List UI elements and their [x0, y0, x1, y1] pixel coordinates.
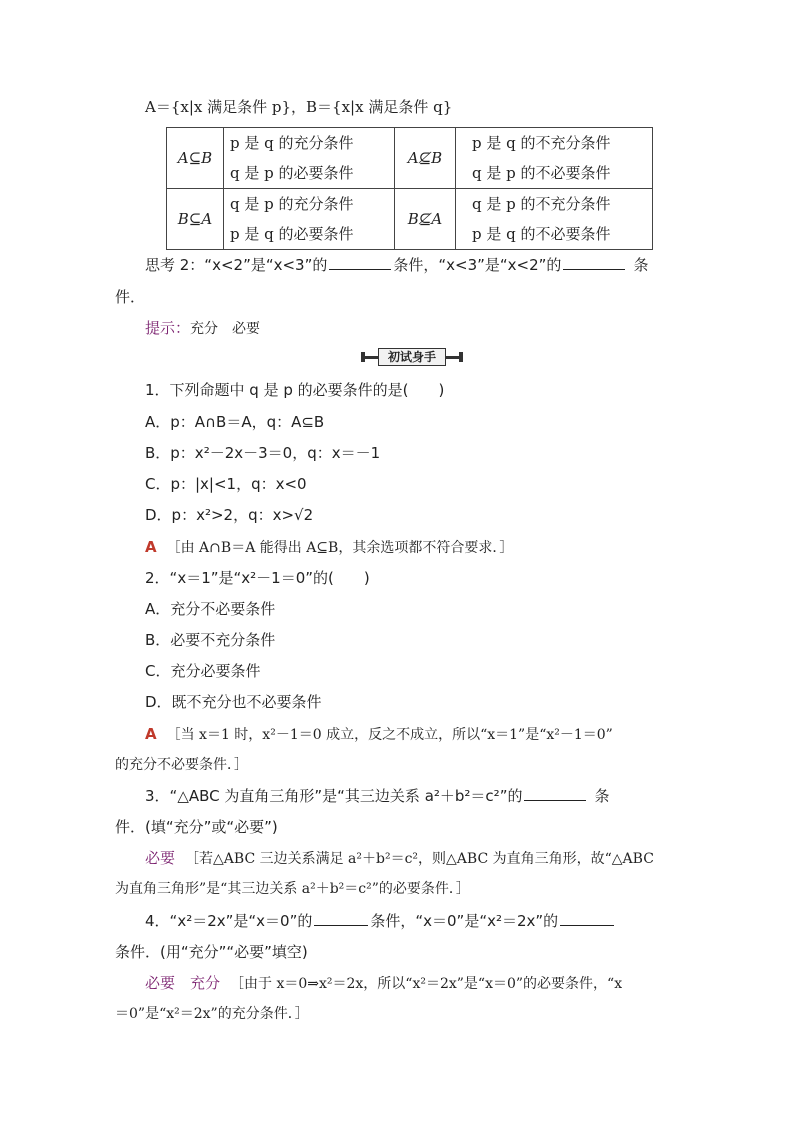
q2-stem: 2．“x＝1”是“x²－1＝0”的( ) — [145, 569, 370, 587]
fill-blank — [524, 786, 586, 801]
q3-answer: 必要 — [145, 849, 176, 867]
q3-stem-a: 3．“△ABC 为直角三角形”是“其三边关系 a²＋b²＝c²”的 — [145, 787, 523, 805]
think2-line1 — [145, 255, 648, 275]
badge-label: 初试身手 — [378, 348, 446, 366]
q2-explain: ［当 x＝1 时，x²－1＝0 成立，反之不成立，所以“x＝1”是“x²－1＝0” — [166, 727, 613, 743]
hint-line — [145, 318, 260, 339]
condition-table — [166, 127, 653, 250]
q4-explain-cont: ＝0”是“x²＝2x”的充分条件．］ — [115, 1006, 309, 1022]
q2-answer: A — [145, 725, 157, 743]
q2-option-d: D．既不充分也不必要条件 — [145, 693, 322, 711]
cell-line: p 是 q 的充分条件 — [230, 134, 354, 152]
set-relation-a-not-subset-b: A⊈B — [395, 128, 456, 189]
q1-option-b: B．p：x²－2x－3＝0，q：x＝－1 — [145, 444, 381, 462]
q2-explain-cont: 的充分不必要条件．］ — [115, 757, 248, 773]
table-row — [167, 128, 653, 189]
think2-line2: 件． — [115, 288, 146, 306]
q2-option-c: C．充分必要条件 — [145, 662, 261, 680]
cell-line: p 是 q 的不充分条件 — [472, 134, 611, 152]
q2-option-a: A．充分不必要条件 — [145, 600, 276, 618]
cell-line: q 是 p 的必要条件 — [230, 164, 354, 182]
q3-answer-line — [145, 848, 654, 869]
q1-answer: A — [145, 538, 157, 556]
q3-stem-line2: 件．(填“充分”或“必要”) — [115, 818, 278, 836]
q3-explain: ［若△ABC 三边关系满足 a²＋b²＝c²，则△ABC 为直角三角形，故“△ABC — [185, 851, 654, 867]
fill-blank — [563, 255, 625, 270]
q1-answer-line — [145, 537, 513, 558]
fill-blank — [314, 911, 368, 926]
table-row — [167, 189, 653, 250]
q3-stem-b: 条 — [594, 787, 610, 805]
q1-option-d: D．p：x²>2，q：x>√2 — [145, 506, 314, 524]
think2-part3: 条 — [633, 256, 649, 274]
q1-option-c: C．p：|x|<1，q：x<0 — [145, 475, 307, 493]
hint-label: 提示： — [145, 319, 191, 337]
q3-explain-cont: 为直角三角形”是“其三边关系 a²＋b²＝c²”的必要条件．］ — [115, 881, 470, 897]
intro-line: A＝{x|x 满足条件 p}，B＝{x|x 满足条件 q} — [145, 98, 453, 116]
q4-explain: ［由于 x＝0⇒x²＝2x，所以“x²＝2x”是“x＝0”的必要条件，“x — [230, 976, 623, 992]
cell-line: q 是 p 的充分条件 — [230, 195, 354, 213]
cell-line: p 是 q 的不必要条件 — [472, 225, 611, 243]
q4-stem-b: 条件，“x＝0”是“x²＝2x”的 — [370, 912, 559, 930]
badge-cap-right — [459, 352, 463, 362]
cell-line: q 是 p 的不必要条件 — [472, 164, 611, 182]
fill-blank — [560, 911, 614, 926]
badge-cap-left — [361, 352, 365, 362]
q4-answer-line — [145, 973, 622, 994]
q1-stem: 1．下列命题中 q 是 p 的必要条件的是( ) — [145, 381, 445, 399]
cell-line: p 是 q 的必要条件 — [230, 225, 354, 243]
section-badge — [361, 347, 463, 367]
think2-part1: 思考 2：“x<2”是“x<3”的 — [145, 256, 328, 274]
q4-stem-a: 4．“x²＝2x”是“x＝0”的 — [145, 912, 313, 930]
table-cell — [224, 189, 395, 250]
table-cell — [224, 128, 395, 189]
q3-stem-line1 — [145, 786, 609, 806]
table-cell — [456, 189, 653, 250]
q4-answer: 必要 充分 — [145, 974, 221, 992]
fill-blank — [329, 255, 391, 270]
q4-stem-line2: 条件．(用“充分”“必要”填空) — [115, 943, 308, 961]
q1-explain: ［由 A∩B＝A 能得出 A⊆B，其余选项都不符合要求．］ — [166, 540, 514, 556]
think2-part2: 条件，“x<3”是“x<2”的 — [393, 256, 562, 274]
q4-stem-line1 — [145, 911, 616, 931]
q2-answer-line — [145, 724, 613, 745]
q1-option-a: A．p：A∩B＝A，q：A⊆B — [145, 413, 325, 431]
set-relation-a-subset-b: A⊆B — [167, 128, 224, 189]
cell-line: q 是 p 的不充分条件 — [472, 195, 611, 213]
set-relation-b-not-subset-a: B⊈A — [395, 189, 456, 250]
q2-option-b: B．必要不充分条件 — [145, 631, 276, 649]
set-relation-b-subset-a: B⊆A — [167, 189, 224, 250]
hint-answer: 充分 必要 — [190, 321, 261, 337]
table-cell — [456, 128, 653, 189]
